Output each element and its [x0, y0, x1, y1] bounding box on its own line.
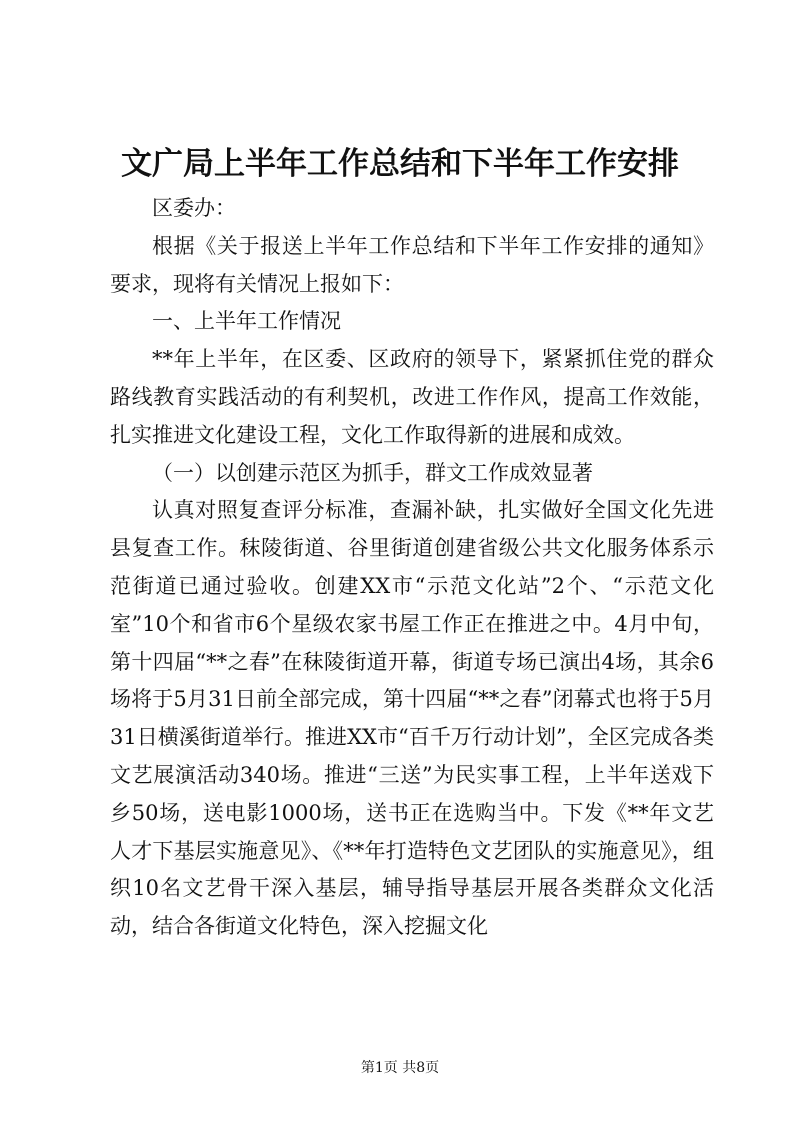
page-footer: 第1页 共8页: [360, 1060, 440, 1076]
paragraph-overview: **年上半年，在区委、区政府的领导下，紧紧抓住党的群众路线教育实践活动的有利契机，改进工作作风，提高工作效能，扎实推进文化建设工程，文化工作取得新的进展和成效。: [110, 347, 714, 447]
section-heading-1: 一、上半年工作情况: [152, 309, 341, 334]
document-body: [110, 190, 714, 946]
paragraph-intro: 根据《关于报送上半年工作总结和下半年工作安排的通知》要求，现将有关情况上报如下：: [110, 233, 714, 296]
paragraph-details: 认真对照复查评分标准，查漏补缺，扎实做好全国文化先进县复查工作。秣陵街道、谷里街道创建省级公共文化服务体系示范街道已通过验收。创建XX市“示范文化站”2个、“示范文化室”10个和省市6个星级农家书屋工作正在推进之中。4月中旬，第十四届“**之春”在秣陵街道开幕，街道专场已演出4场，其余6场将于5月31日前全部完成，第十四届“**之春”闭幕式也将于5月31日横溪街道举行。推进XX市“百千万行动计划”，全区完成各类文艺展演活动340场。推进“三送”为民实事工程，上半年送戏下乡50场，送电影1000场，送书正在选购当中。下发《**年文艺人才下基层实施意见》、《**年打造特色文艺团队的实施意见》，组织10名文艺骨干深入基层，辅导指导基层开展各类群众文化活动，结合各街道文化特色，深入挖掘文化: [110, 498, 714, 939]
paragraph-salutation: 区委办：: [152, 196, 236, 220]
subsection-heading-1: （一）以创建示范区为抓手，群文工作成效显著: [152, 460, 593, 485]
document-title: 文广局上半年工作总结和下半年工作安排: [121, 146, 679, 182]
